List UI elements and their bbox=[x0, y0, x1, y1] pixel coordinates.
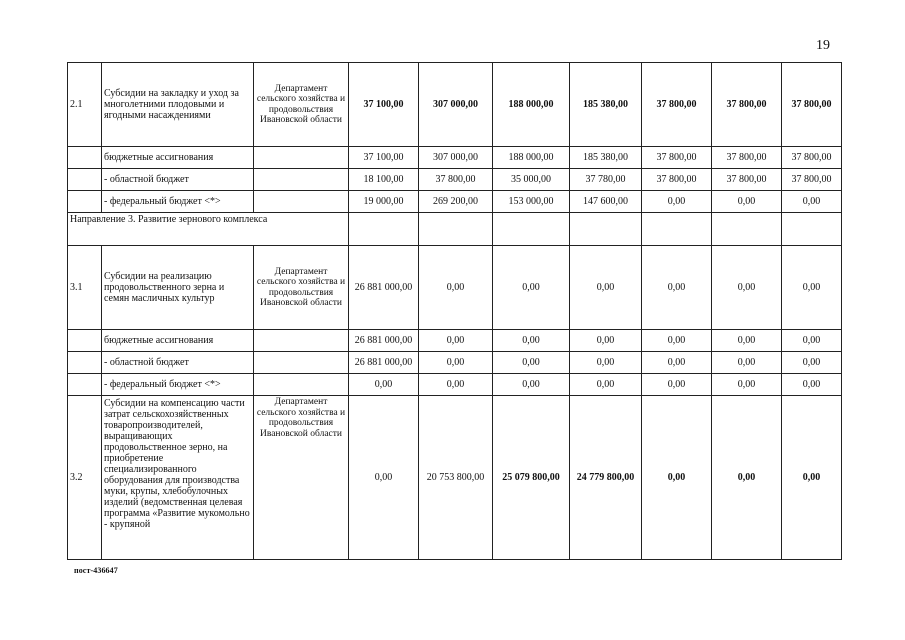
value-cell: 18 100,00 bbox=[349, 169, 419, 191]
row-label: бюджетные ассигнования bbox=[102, 147, 254, 169]
empty-cell bbox=[642, 213, 712, 246]
table-row bbox=[68, 374, 842, 396]
value-cell: 0,00 bbox=[642, 374, 712, 396]
value-cell: 269 200,00 bbox=[419, 191, 493, 213]
row-code: 3.2 bbox=[68, 396, 102, 560]
value-cell: 0,00 bbox=[642, 396, 712, 560]
section-title: Направление 3. Развитие зернового комплекса bbox=[68, 213, 349, 246]
budget-table bbox=[67, 62, 842, 560]
value-cell: 0,00 bbox=[782, 352, 842, 374]
empty-cell bbox=[68, 191, 102, 213]
value-cell: 188 000,00 bbox=[493, 147, 570, 169]
table-row bbox=[68, 330, 842, 352]
empty-cell bbox=[570, 213, 642, 246]
value-cell: 0,00 bbox=[782, 330, 842, 352]
value-cell: 0,00 bbox=[712, 246, 782, 330]
table-row bbox=[68, 191, 842, 213]
row-department: Департамент сельского хозяйства и продовольствия Ивановской области bbox=[254, 63, 349, 147]
value-cell: 37 100,00 bbox=[349, 63, 419, 147]
empty-cell bbox=[254, 147, 349, 169]
value-cell: 0,00 bbox=[570, 352, 642, 374]
value-cell: 0,00 bbox=[570, 246, 642, 330]
value-cell: 37 100,00 bbox=[349, 147, 419, 169]
value-cell: 0,00 bbox=[493, 246, 570, 330]
value-cell: 0,00 bbox=[782, 374, 842, 396]
empty-cell bbox=[254, 352, 349, 374]
value-cell: 0,00 bbox=[782, 191, 842, 213]
table-row bbox=[68, 147, 842, 169]
value-cell: 0,00 bbox=[642, 330, 712, 352]
value-cell: 37 800,00 bbox=[642, 63, 712, 147]
row-name-cell bbox=[102, 396, 254, 560]
value-cell: 37 800,00 bbox=[419, 169, 493, 191]
value-cell: 0,00 bbox=[712, 374, 782, 396]
row-name: Субсидии на закладку и уход за многолетними плодовыми и ягодными насаждениями bbox=[102, 63, 254, 147]
empty-cell bbox=[712, 213, 782, 246]
value-cell: 37 800,00 bbox=[782, 63, 842, 147]
value-cell: 0,00 bbox=[782, 246, 842, 330]
value-cell: 0,00 bbox=[642, 352, 712, 374]
empty-cell bbox=[254, 330, 349, 352]
empty-cell bbox=[68, 352, 102, 374]
row-label: - федеральный бюджет <*> bbox=[102, 374, 254, 396]
value-cell: 0,00 bbox=[642, 246, 712, 330]
value-cell: 147 600,00 bbox=[570, 191, 642, 213]
empty-cell bbox=[782, 213, 842, 246]
value-cell: 25 079 800,00 bbox=[493, 396, 570, 560]
value-cell: 185 380,00 bbox=[570, 147, 642, 169]
table-row bbox=[68, 396, 842, 560]
row-label: - федеральный бюджет <*> bbox=[102, 191, 254, 213]
value-cell: 0,00 bbox=[419, 352, 493, 374]
value-cell: 0,00 bbox=[493, 330, 570, 352]
table-row bbox=[68, 352, 842, 374]
value-cell: 20 753 800,00 bbox=[419, 396, 493, 560]
empty-cell bbox=[68, 169, 102, 191]
value-cell: 26 881 000,00 bbox=[349, 330, 419, 352]
row-name: Субсидии на компенсацию части затрат сельскохозяйственных товаропроизводителей, выращивающих продовольственное зерно, на приобретение специализированного оборудования для производства муки, крупы, хлебобулочных изделий (ведомственная целевая программа «Развитие мукомольно - крупяной bbox=[104, 397, 250, 530]
section-row bbox=[68, 213, 842, 246]
value-cell: 37 800,00 bbox=[712, 147, 782, 169]
value-cell: 0,00 bbox=[782, 396, 842, 560]
value-cell: 185 380,00 bbox=[570, 63, 642, 147]
row-department: Департамент сельского хозяйства и продовольствия Ивановской области bbox=[254, 396, 349, 560]
value-cell: 37 800,00 bbox=[712, 63, 782, 147]
value-cell: 0,00 bbox=[349, 374, 419, 396]
row-department: Департамент сельского хозяйства и продовольствия Ивановской области bbox=[254, 246, 349, 330]
value-cell: 0,00 bbox=[570, 330, 642, 352]
row-label: бюджетные ассигнования bbox=[102, 330, 254, 352]
value-cell: 37 780,00 bbox=[570, 169, 642, 191]
value-cell: 0,00 bbox=[419, 246, 493, 330]
empty-cell bbox=[68, 147, 102, 169]
empty-cell bbox=[254, 374, 349, 396]
value-cell: 188 000,00 bbox=[493, 63, 570, 147]
value-cell: 0,00 bbox=[419, 374, 493, 396]
empty-cell bbox=[254, 191, 349, 213]
document-code: пост-436647 bbox=[74, 566, 118, 575]
empty-cell bbox=[68, 374, 102, 396]
value-cell: 0,00 bbox=[493, 374, 570, 396]
empty-cell bbox=[493, 213, 570, 246]
value-cell: 0,00 bbox=[712, 330, 782, 352]
value-cell: 0,00 bbox=[493, 352, 570, 374]
value-cell: 0,00 bbox=[712, 352, 782, 374]
row-code: 3.1 bbox=[68, 246, 102, 330]
value-cell: 37 800,00 bbox=[712, 169, 782, 191]
row-name: Субсидии на реализацию продовольственного зерна и семян масличных культур bbox=[102, 246, 254, 330]
value-cell: 26 881 000,00 bbox=[349, 246, 419, 330]
empty-cell bbox=[254, 169, 349, 191]
value-cell: 307 000,00 bbox=[419, 147, 493, 169]
value-cell: 24 779 800,00 bbox=[570, 396, 642, 560]
value-cell: 0,00 bbox=[570, 374, 642, 396]
page-number: 19 bbox=[816, 38, 830, 53]
value-cell: 37 800,00 bbox=[782, 147, 842, 169]
value-cell: 307 000,00 bbox=[419, 63, 493, 147]
empty-cell bbox=[419, 213, 493, 246]
value-cell: 0,00 bbox=[642, 191, 712, 213]
value-cell: 37 800,00 bbox=[782, 169, 842, 191]
table-row bbox=[68, 63, 842, 147]
row-code: 2.1 bbox=[68, 63, 102, 147]
value-cell: 37 800,00 bbox=[642, 169, 712, 191]
value-cell: 0,00 bbox=[712, 396, 782, 560]
value-cell: 35 000,00 bbox=[493, 169, 570, 191]
value-cell: 19 000,00 bbox=[349, 191, 419, 213]
value-cell: 0,00 bbox=[349, 396, 419, 560]
empty-cell bbox=[68, 330, 102, 352]
value-cell: 153 000,00 bbox=[493, 191, 570, 213]
value-cell: 37 800,00 bbox=[642, 147, 712, 169]
row-label: - областной бюджет bbox=[102, 352, 254, 374]
value-cell: 26 881 000,00 bbox=[349, 352, 419, 374]
value-cell: 0,00 bbox=[712, 191, 782, 213]
value-cell: 0,00 bbox=[419, 330, 493, 352]
table-row bbox=[68, 169, 842, 191]
empty-cell bbox=[349, 213, 419, 246]
table-row bbox=[68, 246, 842, 330]
row-label: - областной бюджет bbox=[102, 169, 254, 191]
